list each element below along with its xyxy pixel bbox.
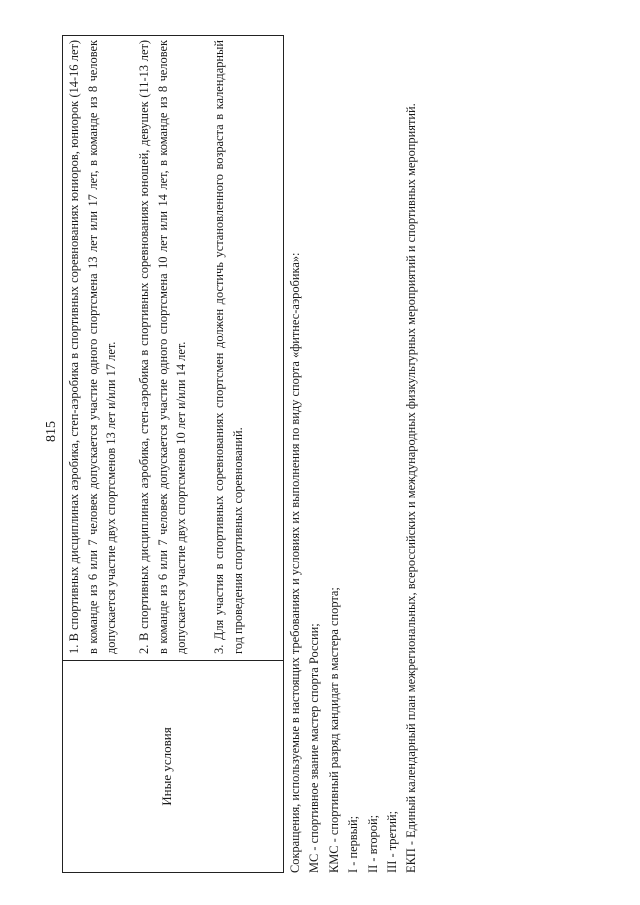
conditions-table xyxy=(62,35,284,873)
abbreviations-section xyxy=(286,33,422,873)
abbreviation-ii: II - второй; xyxy=(365,814,380,873)
condition-item-2: 2. В спортивных дисциплинах аэробика, степ-аэробика в спортивных соревнованиях юношей, девушек (11-13 лет) в команде из 6 или 7 человек допускается участие одного спортсмена 10 лет или 14 лет, в команде из 8 человек допускается участие двух спортсменов 10 лет и/или 14 лет. xyxy=(137,40,188,654)
page-number: 815 xyxy=(44,421,59,442)
other-conditions-label: Иные условия xyxy=(159,727,174,806)
abbreviation-iii: III - третий; xyxy=(385,810,400,873)
condition-item-1: 1. В спортивных дисциплинах аэробика, степ-аэробика в спортивных соревнованиях юниоров, юниорок (14-16 лет) в команде из 6 или 7 человек допускается участие одного спортсмена 13 лет или 17 лет, в команде из 8 человек допускается участие двух спортсменов 13 лет и/или 17 лет. xyxy=(67,40,118,654)
abbreviation-kms: КМС - спортивный разряд кандидат в мастера спорта; xyxy=(326,587,341,873)
abbreviation-ms: МС - спортивное звание мастер спорта России; xyxy=(307,623,322,873)
condition-item-3: 3. Для участия в спортивных соревнованиях спортсмен должен достичь установленного возраста в календарный год проведения спортивных соревнований. xyxy=(212,40,245,654)
abbreviations-intro: Сокращения, используемые в настоящих требованиях и условиях их выполнения по виду спорта «фитнес-аэробика»: xyxy=(288,252,302,873)
abbreviation-i: I - первый; xyxy=(346,815,361,873)
abbreviation-ekp: ЕКП - Единый календарный план межрегиональных, всероссийских и международных физкультурных мероприятий и спортивных мероприятий. xyxy=(404,103,419,873)
table-label-cell xyxy=(63,660,283,872)
rotated-page-content xyxy=(62,25,622,885)
table-content-cell xyxy=(63,36,283,660)
